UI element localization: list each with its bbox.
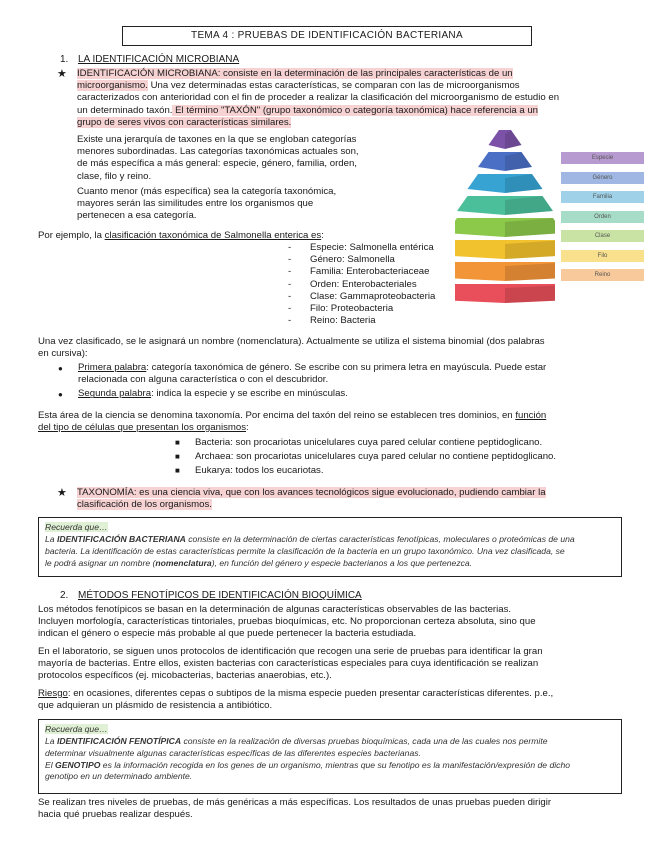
recuerda-box-1: Recuerda que… La IDENTIFICACIÓN BACTERIANA consiste en la determinación de ciertas características fenotípicas, moleculares o proteómicas de una bacteria. La identificación de estas características permite la clasificación de la bacteria en un grupo taxonómico. Una vez clasificada, se le podrá asignar un nombre (nomenclatura), en función del género y especie bacterianos a los que pertenezca. [38, 517, 622, 577]
list-item: ● Primera palabra: categoría taxonómica de género. Se escribe con su primera letra en mayúscula. Puede estar relacionada con alguna característica o con el descubridor. [58, 362, 623, 386]
ejemplo-line: Por ejemplo, la clasificación taxonómica de Salmonella enterica es: [38, 230, 324, 241]
laboratorio-paragraph: En el laboratorio, se siguen unos protocolos de identificación que recogen una serie de pruebas para identificar la gran mayoría de bacterias. Entre ellos, existen bacterias con características especiales para cuya identificación se realizan protocolos específicos (ej. micobacterias, bacterias anaerobias, etc.). [38, 646, 543, 682]
section-2-heading: 2. MÉTODOS FENOTÍPICOS DE IDENTIFICACIÓN BIOQUÍMICA [60, 590, 362, 601]
pyramid-layer [455, 218, 555, 237]
star-icon: ★ [57, 68, 67, 80]
binomial-bullet-list [58, 362, 623, 401]
list-item: - Género: Salmonella [288, 254, 395, 266]
pyramid-layer [478, 152, 532, 171]
list-item: ■ Archaea: son procariotas unicelulares cuya pared celular no contiene peptidoglicano. [175, 450, 556, 464]
list-item: - Clase: Gammaproteobacteria [288, 290, 436, 302]
section-1-heading: 1. LA IDENTIFICACIÓN MICROBIANA [60, 54, 240, 65]
identificacion-microbiana-paragraph: IDENTIFICACIÓN MICROBIANA: consiste en la determinación de las principales características de un microorganismo. Una vez determinadas estas características, se comparan con las de microorganismos caracterizados con anterioridad con el fin de proceder a realizar la clasificación del microorganismo de estudio en un determinado taxón. El término "TAXÓN" (grupo taxonómico o categoría taxonómica) hace referencia a un grupo de seres vivos con características similares. [77, 68, 560, 128]
dominios-list [175, 436, 556, 478]
list-item: ■ Eukarya: todos los eucariotas. [175, 464, 556, 478]
riesgo-paragraph: Riesgo: en ocasiones, diferentes cepas o subtipos de la misma especie pueden presentar características diferentes. p.e., que adquieran un plásmido de resistencia a antibiótico. [38, 688, 554, 712]
jerarquia-paragraph: Existe una jerarquía de taxones en la que se engloban categorías menores subordinadas. Las categorías taxonómicas actuales son, de más específica a más general: especie, género, familia, orden, clase, filo y reino. [77, 134, 359, 182]
binomial-paragraph: Una vez clasificado, se le asignará un nombre (nomenclatura). Actualmente se utiliza el sistema binomial (dos palabras en cursiva): [38, 336, 545, 360]
legend-item: Familia [561, 191, 644, 203]
taxonomia-paragraph: Esta área de la ciencia se denomina taxonomía. Por encima del taxón del reino se establecen tres dominios, en función del tipo de células que presentan los organismos: [38, 410, 547, 434]
list-item: - Familia: Enterobacteriaceae [288, 266, 430, 278]
pyramid-layer [489, 130, 522, 149]
salmonella-classification-list [288, 242, 435, 327]
taxonomia-viva-paragraph: TAXONOMÍA: es una ciencia viva, que con los avances tecnológicos sigue evolucionado, pudiendo cambiar la clasificación de los organismos. [77, 487, 546, 511]
star-icon: ★ [57, 487, 67, 499]
list-item: ■ Bacteria: son procariotas unicelulares cuya pared celular contiene peptidoglicano. [175, 436, 556, 450]
legend-item: Clase [561, 230, 644, 242]
taxonomy-pyramid [455, 126, 555, 306]
pyramid-layer [455, 262, 555, 281]
pyramid-layer [455, 240, 555, 259]
niveles-paragraph: Se realizan tres niveles de pruebas, de más genéricas a más específicas. Los resultados de unas pruebas pueden dirigir hacia qué pruebas realizar después. [38, 797, 552, 821]
legend-item: Filo [561, 250, 644, 262]
page-title: TEMA 4 : PRUEBAS DE IDENTIFICACIÓN BACTERIANA [122, 26, 532, 46]
pyramid-layer [457, 196, 553, 215]
list-item: - Especie: Salmonella entérica [288, 242, 434, 253]
pyramid-layer [468, 174, 543, 193]
cuanto-menor-paragraph: Cuanto menor (más específica) sea la categoría taxonómica, mayores serán las similitudes entre los organismos que pertenecen a esa categoría. [77, 186, 337, 222]
list-item: ● Segunda palabra: indica la especie y se escribe en minúsculas. [58, 388, 623, 400]
legend-item: Especie [561, 152, 644, 164]
list-item: - Reino: Bacteria [288, 315, 376, 327]
legend-item: Reino [561, 269, 644, 281]
metodos-paragraph: Los métodos fenotípicos se basan en la determinación de algunas características observables de las bacterias. Incluyen morfología, características tintoriales, pruebas bioquímicas, etc. No proporcionan certeza absoluta, sino que indican el género o especie más probable al que puede pertenecer la bacteria estudiada. [38, 604, 536, 640]
list-item: - Orden: Enterobacteriales [288, 278, 417, 290]
recuerda-box-2: Recuerda que… La IDENTIFICACIÓN FENOTÍPICA consiste en la realización de diversas pruebas bioquímicas, cada una de las cuales nos permite determinar visualmente algunas características específicas de las diferentes especies bacterianas. El GENOTIPO es la información recogida en los genes de un organismo, mientras que su fenotipo es la manifestación/expresión de dicho genotipo en un determinado ambiente. [38, 719, 622, 794]
legend-item: Orden [561, 211, 644, 223]
legend-item: Género [561, 172, 644, 184]
list-item: - Filo: Proteobacteria [288, 302, 394, 314]
pyramid-layer [455, 284, 555, 303]
